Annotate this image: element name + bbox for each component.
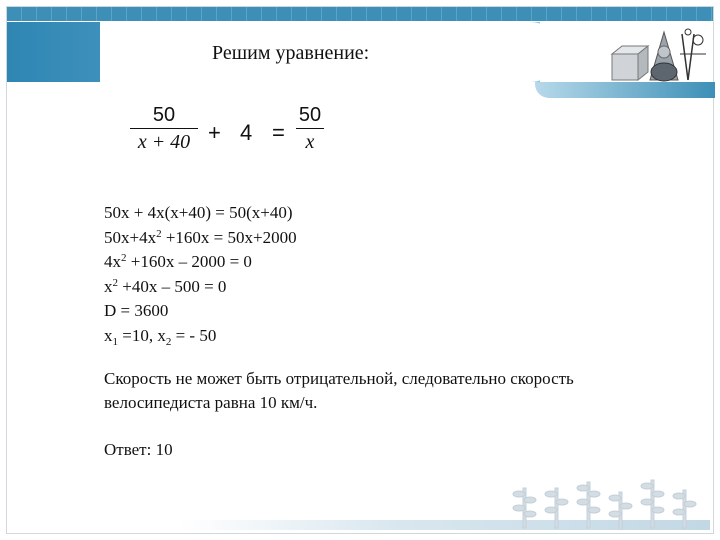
right-numerator: 50	[298, 104, 322, 126]
plant-sprouts-decoration	[505, 470, 715, 530]
step-1: 50x + 4x(x+40) = 50(x+40)	[104, 203, 293, 222]
conclusion-text: Скорость не может быть отрицательной, следовательно скорость велосипедиста равна 10 км/ч.	[104, 369, 574, 412]
left-fraction	[130, 104, 198, 153]
step-2: $50x+4x^2 +160x = 50x+2000$	[104, 227, 297, 247]
solution-steps	[104, 201, 297, 348]
fraction-bar	[130, 128, 198, 129]
constant: 4	[240, 120, 253, 145]
step-4: $x^2 +40x - 500 = 0$	[104, 276, 227, 296]
equals-sign: =	[272, 120, 285, 145]
slide-title: Решим уравнение:	[212, 42, 370, 64]
right-fraction	[296, 104, 324, 153]
answer-text: Ответ: 10	[104, 440, 173, 459]
left-numerator: 50	[152, 104, 176, 126]
geometry-shapes-icon	[610, 24, 710, 88]
plus-sign: +	[208, 120, 221, 145]
step-6: $x_1 =10$, $x_2$ = - 50	[104, 325, 217, 348]
step-5: D = 3600	[104, 301, 169, 320]
left-denominator: x + 40	[137, 131, 191, 153]
fraction-bar	[296, 128, 324, 129]
top-stripe	[7, 7, 713, 21]
step-3: $4x^2 +160x - 2000 = 0$	[104, 252, 252, 271]
right-denominator: x	[305, 131, 315, 153]
